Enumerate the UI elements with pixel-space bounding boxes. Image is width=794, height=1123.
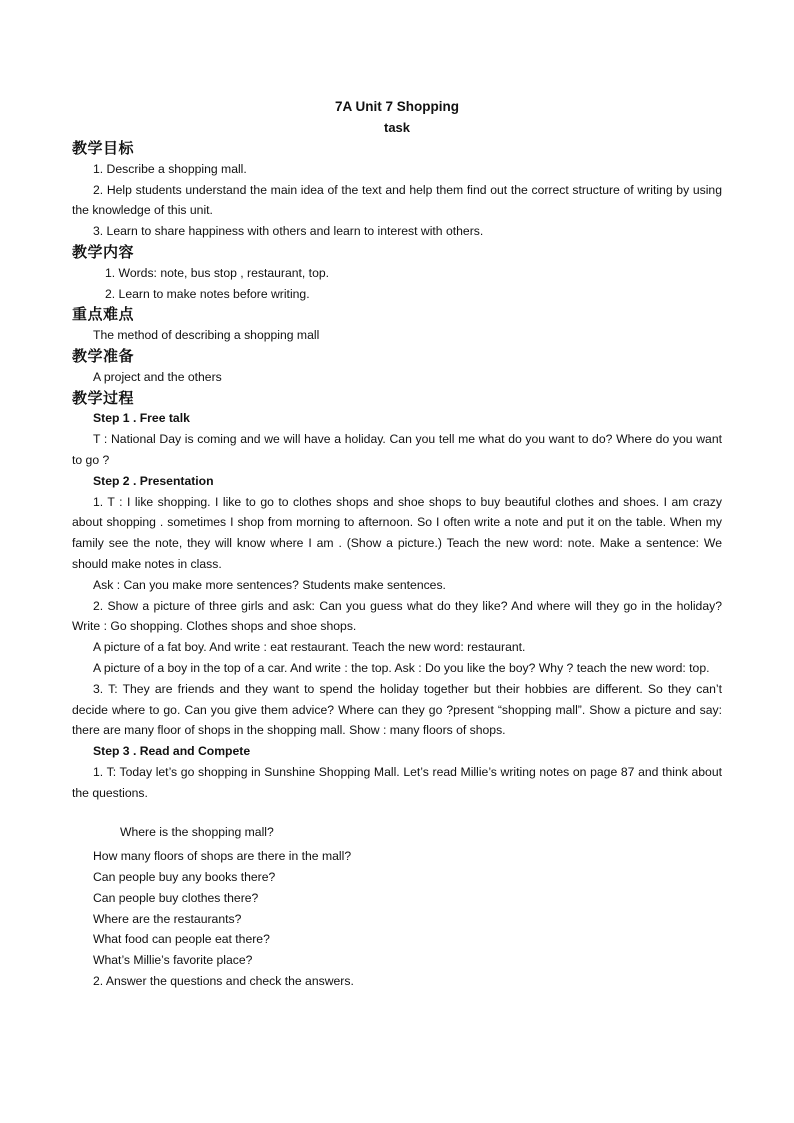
step-2-paragraph: 1. T : I like shopping. I like to go to clothes shops and shoe shops to buy beautiful clothes and shoes. I am crazy about shopping . sometimes I shop from morning to afternoon. So I often write a note and put it on the table. When my family see the note, they will know where I am . (Show a picture.) Teach the new word: note. Make a sentence: We should make notes in class. (72, 494, 722, 571)
key-points-text: The method of describing a shopping mall (93, 328, 320, 343)
question-item: What food can people eat there? (93, 932, 270, 947)
step-1-title: Step 1 . Free talk (93, 411, 190, 426)
section-heading-key-points: 重点难点 (72, 305, 135, 324)
objective-item: 3. Learn to share happiness with others and learn to interest with others. (93, 224, 484, 239)
section-heading-process: 教学过程 (72, 388, 135, 407)
section-heading-objectives: 教学目标 (72, 139, 135, 157)
section-heading-content: 教学内容 (72, 242, 135, 261)
step-2-paragraph: A picture of a boy in the top of a car. And write : the top. Ask : Do you like the boy? Why ? teach the new word: top. (93, 660, 710, 675)
preparation-text: A project and the others (93, 369, 222, 384)
question-item: How many floors of shops are there in the mall? (93, 849, 352, 864)
step-2-paragraph: A picture of a fat boy. And write : eat restaurant. Teach the new word: restaurant. (93, 640, 526, 655)
step-3-paragraph: 2. Answer the questions and check the answers. (93, 974, 354, 989)
step-3-paragraph: 1. T: Today let’s go shopping in Sunshine Shopping Mall. Let’s read Millie’s writing notes on page 87 and think about the questions. (72, 764, 722, 800)
step-3-title: Step 3 . Read and Compete (93, 744, 251, 759)
step-2-paragraph: 3. T: They are friends and they want to spend the holiday together but their hobbies are different. So they can’t decide where to go. Can you give them advice? Where can they go ?present “shopping mall”. Show a picture and say: there are many floor of shops in the shopping mall. Show : many floors of shops. (72, 681, 722, 738)
document-subtitle: task (383, 120, 411, 135)
document-title: 7A Unit 7 Shopping (335, 99, 459, 114)
section-heading-preparation: 教学准备 (72, 346, 135, 365)
content-item: 1. Words: note, bus stop , restaurant, top. (105, 265, 330, 280)
question-item: Where is the shopping mall? (120, 824, 274, 839)
step-1-paragraph: T : National Day is coming and we will have a holiday. Can you tell me what do you want to do? Where do you want to go ? (72, 432, 722, 467)
question-item: Where are the restaurants? (93, 911, 242, 926)
objective-item: 2. Help students understand the main idea of the text and help them find out the correct structure of writing by using the knowledge of this unit. (72, 182, 722, 218)
step-2-title: Step 2 . Presentation (93, 473, 214, 488)
content-item: 2. Learn to make notes before writing. (105, 286, 310, 301)
step-2-paragraph: 2. Show a picture of three girls and ask: Can you guess what do they like? And where will they go in the holiday? Write : Go shopping. Clothes shops and shoe shops. (72, 598, 722, 634)
question-item: Can people buy any books there? (93, 870, 276, 885)
question-item: What’s Millie’s favorite place? (93, 953, 253, 968)
step-2-paragraph: Ask : Can you make more sentences? Students make sentences. (93, 577, 446, 592)
question-item: Can people buy clothes there? (93, 890, 259, 905)
objective-item: 1. Describe a shopping mall. (93, 161, 247, 176)
